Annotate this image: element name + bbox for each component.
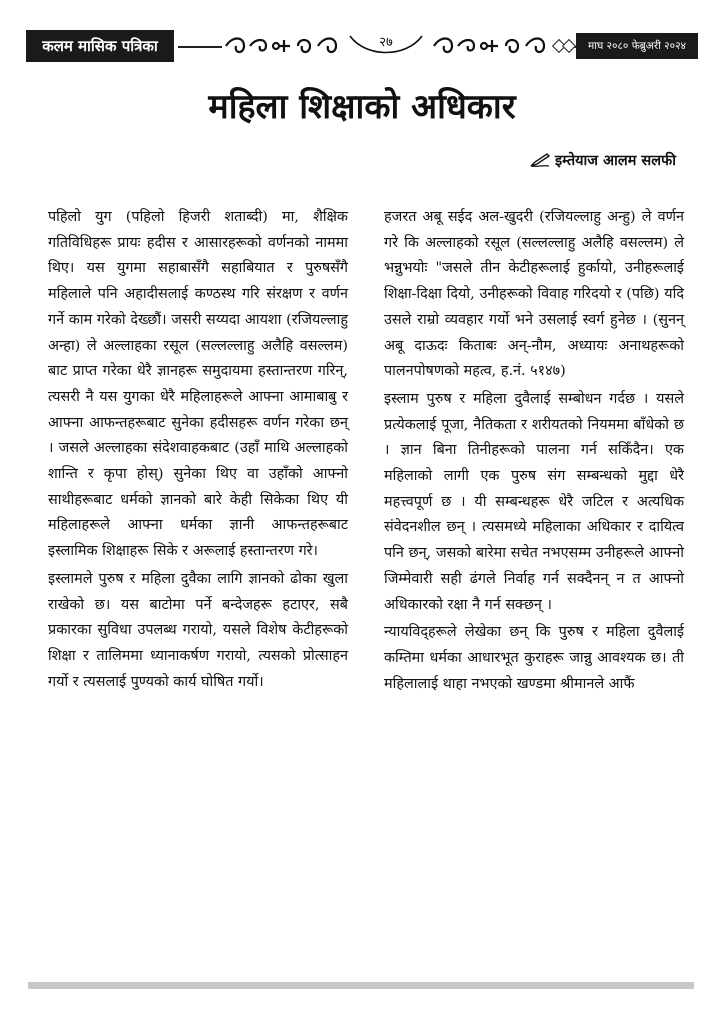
issue-date: माघ २०८० फेब्रुअरी २०२४ [576,33,698,59]
paragraph: इस्लामले पुरुष र महिला दुवैका लागि ज्ञानको ढोका खुला राखेको छ। यस बाटोमा पर्ने बन्देजहरू हटाएर, सबै प्रकारका सुविधा उपलब्ध गरायो, यसले विशेष केटीहरूको शिक्षा र तालिममा ध्यानाकर्षण गरायो, त्यसको प्रोत्साहन गर्यो र त्यसलाई पुण्यको कार्य घोषित गर्यो। [48,570,348,690]
paragraph: इस्लाम पुरुष र महिला दुवैलाई सम्बोधन गर्दछ । यसले प्रत्येकलाई पूजा, नैतिकता र शरीयतको नियममा बाँधेको छ । ज्ञान बिना तिनीहरूको पालना गर्न सकिँदैन। एक महिलाको लागी एक पुरुष संग सम्बन्धको मुद्दा धेरै महत्त्वपूर्ण छ । यी सम्बन्धहरू धेरै जटिल र अत्यधिक संवेदनशील छन् । त्यसमध्ये महिलाका अधिकार र दायित्व पनि छन्, जसको बारेमा सचेत नभएसम्म उनीहरूले आफ्नो जिम्मेवारी सही ढंगले निर्वाह गर्न सक्दैनन् न त आफ्नो अधिकारको रक्षा नै गर्न सक्छन् । [384,390,684,613]
pen-icon [529,152,551,168]
paragraph: पहिलो युग (पहिलो हिजरी शताब्दी) मा, शैक्षिक गतिविधिहरू प्रायः हदीस र आसारहरूको वर्णनको नाममा थिए। यस युगमा सहाबासँगै सहाबियात र पुरुषसँगै महिलाले पनि अहादीसलाई कण्ठस्थ गरि संरक्षण र वर्णन गर्ने काम गरेको देख्छौं। जसरी सय्यदा आयशा (रजियल्लाहु अन्हा) ले अल्लाहका रसूल (सल्लल्लाहु अलैहि वसल्लम) बाट प्राप्त गरेका धेरै ज्ञानहरू समुदायमा हस्तान्तरण गरिन्, त्यसरी नै यस युगका धेरै महिलाहरूले आफ्ना आमाबाबु र आफ्ना आफन्तहरूबाट सुनेका हदीसहरू वर्णन गरेका छन् । जसले अल्लाहका संदेशवाहकबाट (उहाँ माथि अल्लाहको शान्ति र कृपा होस्) सुनेका थिए वा उहाँको आफ्नो साथीहरूबाट धर्मको ज्ञानको बारे केही सिकेका थिए यी महिलाहरूले आफ्ना धर्मका ज्ञानी आफन्तहरूबाट इस्लामिक शिक्षाहरू सिके र अरूलाई हस्तान्तरण गरे। [48,209,348,560]
page-number-box [346,30,426,58]
author-byline [529,150,676,170]
ornament-right [430,34,550,58]
paragraph: हजरत अबू सईद अल-खुदरी (रजियल्लाहु अन्हु) ले वर्णन गरे कि अल्लाहको रसूल (सल्लल्लाहु अलैहि वसल्लम) ले भन्नुभयोः "जसले तीन केटीहरूलाई हुर्कायो, उनीहरूलाई शिक्षा-दिक्षा दियो, उनीहरूको विवाह गरिदयो र (पछि) यदि उसले राम्रो व्यवहार गर्यो भने उसलाई स्वर्ग हुनेछ । (सुनन् अबू दाऊदः किताबः अन्-नौम, अध्यायः अनाथहरूको पालनपोषणको महत्व, ह.नं. ५१४७) [384,209,684,380]
header-rule-left [178,46,222,48]
author-name: इम्तेयाज आलम सलफी [554,153,676,169]
body-column-right [384,205,684,697]
footer-bar [28,982,694,989]
ornament-left [222,34,342,58]
article-title: महिला शिक्षाको अधिकार [208,87,516,127]
diamond-icon [562,39,576,53]
paragraph: न्यायविद्हरूले लेखेका छन् कि पुरुष र महिला दुवैलाई कम्तिमा धर्मका आधारभूत कुराहरू जान्नु आवश्यक छ। ती महिलालाई थाहा नभएको खण्डमा श्रीमानले आफैं [384,624,684,692]
magazine-name: कलम मासिक पत्रिका [26,30,174,62]
page-number: २७ [379,35,393,50]
body-column-left [48,205,348,695]
page-header [26,30,698,62]
